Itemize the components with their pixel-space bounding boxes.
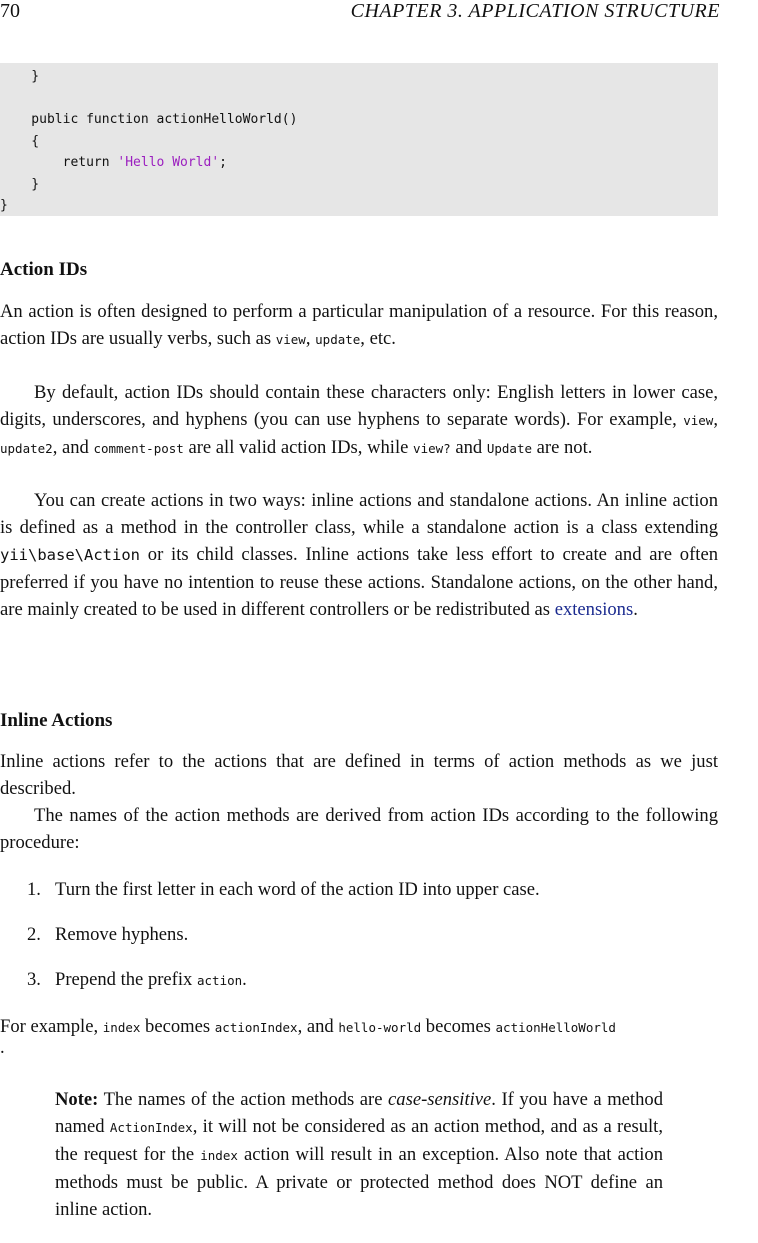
list-item: [0, 921, 718, 966]
code-inline: Update: [486, 441, 532, 456]
list-item-text: Prepend the prefix action.: [55, 969, 247, 990]
page-header: [0, 0, 720, 24]
code-keyword-return: return: [0, 155, 118, 170]
section-heading-action-ids: Action IDs: [0, 259, 88, 280]
code-line: }: [0, 198, 8, 213]
code-inline: view: [275, 332, 306, 347]
code-inline: action: [197, 973, 243, 988]
code-inline: view: [683, 413, 714, 428]
paragraph-action-types: You can create actions in two ways: inline actions and standalone actions. An inline action is defined as a method in the controller class, while a standalone action is a class extending yii\base\Action or its child classes. Inline actions take less effort to create and are often preferred if you have no intention to reuse these actions. Standalone actions, on the other hand, are mainly created to be used in different controllers or be redistributed as extensions.: [0, 490, 718, 620]
example-line: For example, index becomes actionIndex, and hello-world becomes actionHelloWorld: [0, 1016, 616, 1037]
note-label: Note:: [55, 1089, 99, 1110]
code-inline: index: [200, 1148, 238, 1163]
code-line: [0, 88, 297, 110]
code-inline: actionHelloWorld: [495, 1020, 616, 1035]
paragraph-inline-actions-intro: Inline actions refer to the actions that are defined in terms of action methods as we just described.: [0, 751, 718, 799]
note-box: Note: The names of the action methods are case-sensitive. If you have a method named ActionIndex, it will not be considered as an action method, and as a result, the request for the index action will result in an exception. Also note that action methods must be public. A private or protected method does NOT define an inline action.: [55, 1089, 664, 1220]
paragraph-action-ids-intro: An action is often designed to perform a particular manipulation of a resource. For this reason, action IDs are usually verbs, such as view, update, etc.: [0, 301, 718, 349]
list-item-text: Turn the first letter in each word of the action ID into upper case.: [55, 879, 540, 900]
paragraph-naming-procedure: The names of the action methods are derived from action IDs according to the following procedure:: [0, 805, 718, 853]
code-semicolon: ;: [219, 155, 227, 170]
list-item-number: 2.: [27, 924, 41, 945]
extensions-link[interactable]: extensions: [554, 599, 634, 620]
code-line: public function actionHelloWorld(): [0, 112, 298, 127]
list-item: [0, 966, 718, 1011]
code-inline: update2: [0, 441, 53, 456]
section-heading-inline-actions: Inline Actions: [0, 710, 113, 731]
code-string-literal: 'Hello World': [117, 155, 220, 170]
code-inline: update: [315, 332, 361, 347]
paragraph-action-ids-characters: By default, action IDs should contain these characters only: English letters in lower case, digits, underscores, and hyphens (you can use hyphens to separate words). For example, view, update2, and comment-post are all valid action IDs, while view? and Update are not.: [0, 382, 718, 458]
code-line: }: [0, 176, 40, 192]
code-inline: index: [102, 1020, 141, 1035]
procedure-list: [0, 876, 718, 1011]
list-item-number: 3.: [27, 969, 41, 990]
list-item-number: 1.: [27, 879, 41, 900]
code-block: [0, 63, 718, 216]
example-period: .: [0, 1037, 5, 1058]
code-line: {: [0, 133, 40, 149]
emphasis: case-sensitive: [388, 1089, 492, 1110]
page-number: 70: [0, 0, 20, 22]
code-line: }: [0, 69, 40, 84]
code-inline: ActionIndex: [109, 1120, 193, 1135]
list-item: [0, 876, 718, 921]
list-item-text: Remove hyphens.: [55, 924, 189, 945]
code-inline: comment-post: [93, 441, 184, 456]
code-inline: actionIndex: [214, 1020, 298, 1035]
code-inline: view?: [413, 441, 451, 456]
running-head: CHAPTER 3. APPLICATION STRUCTURE: [350, 0, 720, 22]
code-inline: yii\base\Action: [0, 546, 140, 564]
code-inline: hello-world: [338, 1020, 422, 1035]
code-line: [0, 152, 297, 174]
